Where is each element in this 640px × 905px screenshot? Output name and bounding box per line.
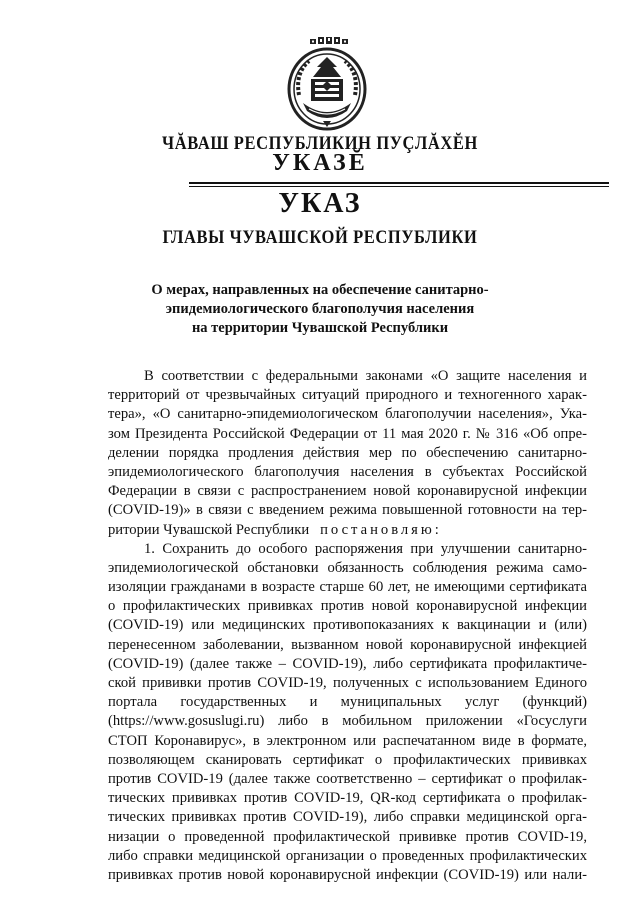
body-line: тических прививках против COVID-19), либо справки медицинской орга- bbox=[108, 809, 587, 826]
body-line: 1. Сохранить до особого распоряжения при улучшении санитарно- bbox=[144, 540, 587, 557]
header-divider-thin bbox=[189, 186, 609, 187]
body-line: портала государственных и муниципальных услуг (функций) bbox=[108, 694, 587, 711]
body-line: о профилактических прививках против новой коронавирусной инфекции bbox=[108, 598, 587, 615]
body-line: тических прививках против COVID-19, QR-код сертификата о профилак- bbox=[108, 790, 587, 807]
decree-title-line: на территории Чувашской Республики bbox=[191, 320, 449, 336]
body-line: позволяющем сканировать сертификат о профилактических прививках bbox=[108, 751, 587, 768]
body-line: В соответствии с федеральными законами «О защите населения и bbox=[144, 368, 587, 384]
body-line: делении порядка продления действия мер по обеспечению санитарно- bbox=[108, 444, 587, 461]
body-line: изоляции гражданами в возрасте старше 60 лет, не имеющими сертификата bbox=[108, 579, 587, 596]
russian-ukaz-title: УКАЗ bbox=[278, 188, 362, 219]
decree-title bbox=[120, 281, 520, 338]
body-line: против COVID-19 (далее также соответственно – сертификат о профилак- bbox=[108, 770, 587, 787]
body-line: эпидемиологического благополучия населения в субъектах Российской bbox=[108, 463, 587, 480]
body-line: (COVID-19) или медицинских противопоказаниях к вакцинации и (или) bbox=[108, 617, 587, 634]
body-line: тера», «О санитарно-эпидемиологическом благополучии населения», Ука- bbox=[108, 406, 587, 423]
chuvash-coat-of-arms-icon bbox=[285, 37, 369, 133]
header-divider-thick bbox=[189, 182, 609, 184]
decree-title-line: О мерах, направленных на обеспечение санитарно- bbox=[151, 282, 489, 298]
chuvash-ukaze-title: УКАЗĔ bbox=[272, 150, 368, 176]
body-line: территорий от чрезвычайных ситуаций природного и техногенного харак- bbox=[108, 387, 587, 404]
body-line: прививках против новой коронавирусной инфекции (COVID-19) или нали- bbox=[108, 866, 587, 883]
body-line: либо справки медицинской организации о проведенных профилактических bbox=[108, 847, 587, 864]
body-line: Федерации в связи с распространением новой коронавирусной инфекции bbox=[108, 483, 587, 500]
body-line bbox=[108, 521, 587, 540]
body-line: зом Президента Российской Федерации от 11 мая 2020 г. № 316 «Об опре- bbox=[108, 425, 587, 442]
decree-body bbox=[108, 367, 587, 885]
body-line: ской прививки против COVID-19, полученных с использованием Единого bbox=[108, 675, 587, 691]
body-line: низации о проведенной профилактической прививке против COVID-19, bbox=[108, 828, 587, 845]
body-line: СТОП Коронавирус», в электронном или распечатанном виде в формате, bbox=[108, 732, 587, 749]
postanovlyayu-keyword: постановляю: bbox=[320, 521, 442, 538]
russian-header-line: ГЛАВЫ ЧУВАШСКОЙ РЕСПУБЛИКИ bbox=[162, 225, 478, 248]
body-line: (COVID-19)» в связи с введением режима повышенной готовности на тер- bbox=[108, 502, 587, 519]
chuvash-header-line: ЧĂВАШ РЕСПУБЛИКИН ПУÇЛĂХĔН bbox=[162, 131, 478, 154]
body-line: (https://www.gosuslugi.ru) либо в мобильном приложении «Госуслуги bbox=[108, 713, 587, 730]
body-line: эпидемиологической обстановки обязанность соблюдения режима само- bbox=[108, 559, 587, 576]
body-line: перенесенном заболевании, вызванном новой коронавирусной инфекцией bbox=[108, 636, 587, 653]
body-line-text: ритории Чувашской Республики bbox=[108, 521, 310, 538]
decree-title-line: эпидемиологического благополучия населения bbox=[165, 301, 475, 317]
body-line: (COVID-19) (далее также – COVID-19), либо сертификата профилактиче- bbox=[108, 655, 587, 672]
